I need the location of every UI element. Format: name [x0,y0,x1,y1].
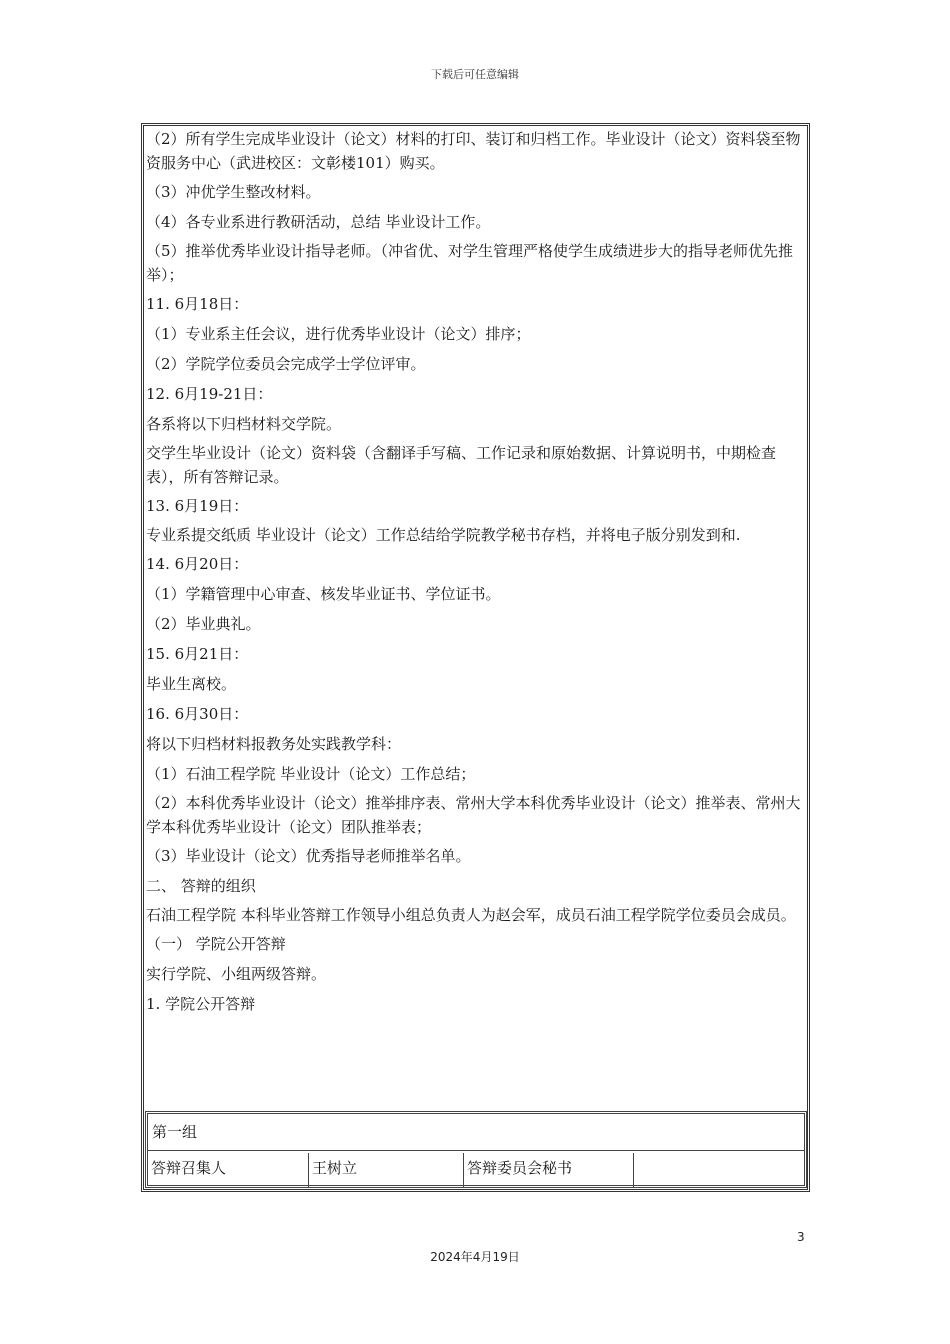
section-date: 12. 6月19-21日： [146,385,273,403]
paragraph-line: （2）所有学生完成毕业设计（论文）材料的打印、装订和归档工作。毕业设计（论文）资料袋至物资服务中心（武进校区：文彰楼101）购买。 [146,130,801,172]
paragraph-line: （3）毕业设计（论文）优秀指导老师推举名单。 [146,847,471,865]
table-cell-convener-name: 王树立 [309,1153,464,1187]
table-cell-secretary-label: 答辩委员会秘书 [464,1153,634,1187]
paragraph-line: 实行学院、小组两级答辩。 [146,965,327,983]
section-date: 16. 6月30日： [146,705,249,723]
page-number: 3 [797,1230,805,1244]
paragraph-line: （2）学院学位委员会完成学士学位评审。 [146,355,426,373]
section-date: 13. 6月19日： [146,497,249,515]
paragraph-line: 各系将以下归档材料交学院。 [146,415,342,433]
section-date: 15. 6月21日： [146,645,249,663]
paragraph-line: （1）专业系主任会议，进行优秀毕业设计（论文）排序； [146,325,531,343]
section-date: 14. 6月20日： [146,555,249,573]
section-date: 11. 6月18日： [146,295,249,313]
page-header: 下载后可任意编辑 [431,68,519,81]
paragraph-line: （1）学籍管理中心审查、核发毕业证书、学位证书。 [146,585,501,603]
section-heading: 二、 答辩的组织 [146,877,256,895]
defense-group-table [145,1111,807,1188]
group-title-cell: 第一组 [148,1114,804,1151]
table-cell-secretary-name [634,1153,804,1187]
paragraph-line: 毕业生离校。 [146,675,237,693]
paragraph-line: （5）推举优秀毕业设计指导老师。（冲省优、对学生管理严格使学生成绩进步大的指导老师优先推举）； [146,242,794,284]
document-body [146,127,806,1021]
paragraph-line: （2）本科优秀毕业设计（论文）推举排序表、常州大学本科优秀毕业设计（论文）推举表、常州大学本科优秀毕业设计（论文）团队推举表； [146,794,801,836]
footer-date: 2024年4月19日 [430,1250,520,1264]
subsection-heading: 1. 学院公开答辩 [146,995,256,1013]
paragraph-line: 石油工程学院 本科毕业答辩工作领导小组总负责人为赵会军，成员石油工程学院学位委员会成员。 [146,906,796,924]
subsection-heading: （一） 学院公开答辩 [146,935,286,953]
paragraph-line: （1）石油工程学院 毕业设计（论文）工作总结； [146,765,476,783]
paragraph-line: 专业系提交纸质 毕业设计（论文）工作总结给学院教学秘书存档，并将电子版分别发到和. [146,526,741,544]
paragraph-line: （3）冲优学生整改材料。 [146,183,321,201]
paragraph-line: 交学生毕业设计（论文）资料袋（含翻译手写稿、工作记录和原始数据、计算说明书，中期检查表），所有答辩记录。 [146,444,777,486]
paragraph-line: （4）各专业系进行教研活动，总结 毕业设计工作。 [146,213,491,231]
paragraph-line: 将以下归档材料报教务处实践教学科： [146,735,402,753]
paragraph-line: （2）毕业典礼。 [146,615,261,633]
table-cell-convener-label: 答辩召集人 [148,1153,309,1187]
